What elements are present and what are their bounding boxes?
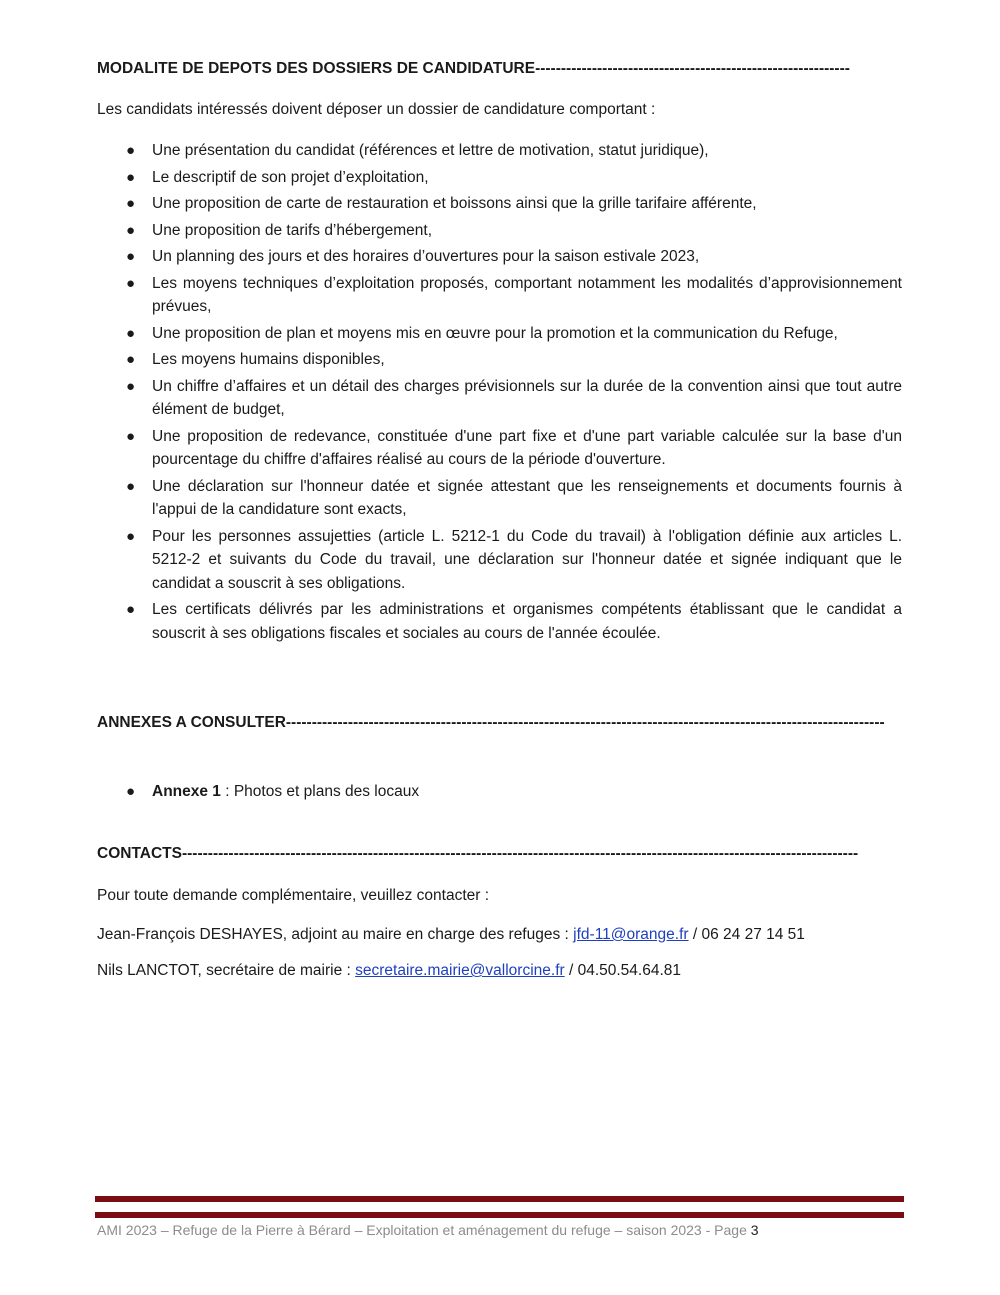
bullet-icon: ● [126, 351, 136, 368]
annex-list [97, 780, 902, 807]
list-item-text: Un planning des jours et des horaires d’ouvertures pour la saison estivale 2023, [152, 248, 700, 265]
list-item [97, 598, 902, 645]
section-heading-text: MODALITE DE DEPOTS DES DOSSIERS DE CANDIDATURE [97, 60, 536, 77]
list-item [97, 219, 902, 243]
list-item [97, 166, 902, 190]
heading-dashes: -------------------------------------------------------------------------------------------------------------------- [285, 714, 885, 731]
section-heading-text: CONTACTS [97, 845, 182, 862]
list-item-text: Les certificats délivrés par les administrations et organismes compétents établissant que le candidat a souscrit à ses obligations fiscales et sociales au cours de l'année écoulée. [152, 601, 902, 642]
bullet-icon: ● [126, 168, 136, 186]
list-item [97, 780, 902, 804]
list-item-text: Un chiffre d’affaires et un détail des charges prévisionnels sur la durée de la convention ainsi que tout autre élément de budget, [152, 377, 902, 418]
contact-deshayes [97, 924, 902, 946]
annex-label: Annexe 1 [152, 783, 221, 800]
list-item-text: Les moyens techniques d’exploitation proposés, comportant notamment les modalités d’approvisionnement prévues, [152, 274, 902, 315]
list-item [97, 375, 902, 422]
bullet-icon: ● [126, 195, 136, 212]
bullet-icon: ● [126, 248, 136, 265]
email-link[interactable]: secretaire.mairie@vallorcine.fr [355, 962, 565, 979]
bullet-icon: ● [126, 601, 136, 618]
heading-dashes: ------------------------------------------------------------- [535, 60, 850, 77]
section-heading-text: ANNEXES A CONSULTER [97, 714, 286, 731]
list-item-text: Une proposition de plan et moyens mis en œuvre pour la promotion et la communication du Refuge, [152, 324, 838, 342]
list-item-text: Le descriptif de son projet d’exploitation, [152, 168, 429, 186]
list-item [97, 348, 902, 372]
bullet-icon: ● [126, 142, 136, 159]
intro-paragraph: Les candidats intéressés doivent déposer un dossier de candidature comportant : [97, 101, 656, 118]
bullet-icon: ● [126, 377, 136, 395]
contacts-intro: Pour toute demande complémentaire, veuillez contacter : [97, 887, 490, 904]
page-number: 3 [750, 1222, 759, 1238]
bullet-icon: ● [126, 221, 136, 239]
list-item [97, 322, 902, 346]
list-item [97, 192, 902, 216]
section-heading-contacts [97, 843, 902, 865]
heading-dashes: ----------------------------------------------------------------------------------------------------------------------------------- [181, 845, 859, 862]
section-heading-annexes [97, 712, 902, 734]
list-item-text: Une présentation du candidat (références et lettre de motivation, statut juridique), [152, 142, 709, 159]
list-item-text: Une proposition de redevance, constituée d'une part fixe et d'une part variable calculée sur la base d'un pourcentage du chiffre d'affaires réalisé au cours de la période d'ouverture. [152, 427, 902, 468]
annex-text: : Photos et plans des locaux [220, 783, 420, 800]
list-item [97, 245, 902, 269]
bullet-icon: ● [126, 427, 136, 445]
footer-rule-top [95, 1196, 904, 1202]
bullet-icon: ● [126, 324, 136, 342]
contact-name: Nils LANCTOT, secrétaire de mairie : [97, 962, 356, 979]
contact-lanctot [97, 960, 902, 982]
list-item-text: Une proposition de carte de restauration et boissons ainsi que la grille tarifaire afférente, [152, 195, 757, 212]
list-item [97, 272, 902, 319]
contact-phone: / 06 24 27 14 51 [688, 926, 805, 943]
page-footer [97, 1219, 902, 1241]
list-item [97, 525, 902, 596]
bullet-icon: ● [126, 274, 136, 292]
bullet-icon: ● [126, 527, 136, 545]
requirements-list [97, 139, 902, 648]
list-item [97, 475, 902, 522]
bullet-icon: ● [126, 783, 136, 800]
section-heading-depots [97, 58, 902, 80]
list-item-text: Une déclaration sur l'honneur datée et signée attestant que les renseignements et documents fournis à l'appui de la candidature sont exacts, [152, 477, 902, 518]
contact-name: Jean-François DESHAYES, adjoint au maire en charge des refuges : [97, 926, 574, 943]
list-item [97, 425, 902, 472]
list-item-text: Pour les personnes assujetties (article L. 5212-1 du Code du travail) à l'obligation définie aux articles L. 5212-2 et suivants du Code du travail, une déclaration sur l'honneur datée et signée indiquant que le candidat a souscrit à ses obligations. [152, 527, 902, 592]
list-item-text: Une proposition de tarifs d’hébergement, [152, 221, 433, 239]
footer-rule-bottom [95, 1212, 904, 1218]
contact-phone: / 04.50.54.64.81 [564, 962, 682, 979]
list-item-text: Les moyens humains disponibles, [152, 351, 385, 368]
email-link[interactable]: jfd-11@orange.fr [573, 926, 689, 943]
bullet-icon: ● [126, 477, 136, 495]
list-item [97, 139, 902, 163]
footer-text: AMI 2023 – Refuge de la Pierre à Bérard – Exploitation et aménagement du refuge – saison 2023 - Page [97, 1222, 751, 1238]
